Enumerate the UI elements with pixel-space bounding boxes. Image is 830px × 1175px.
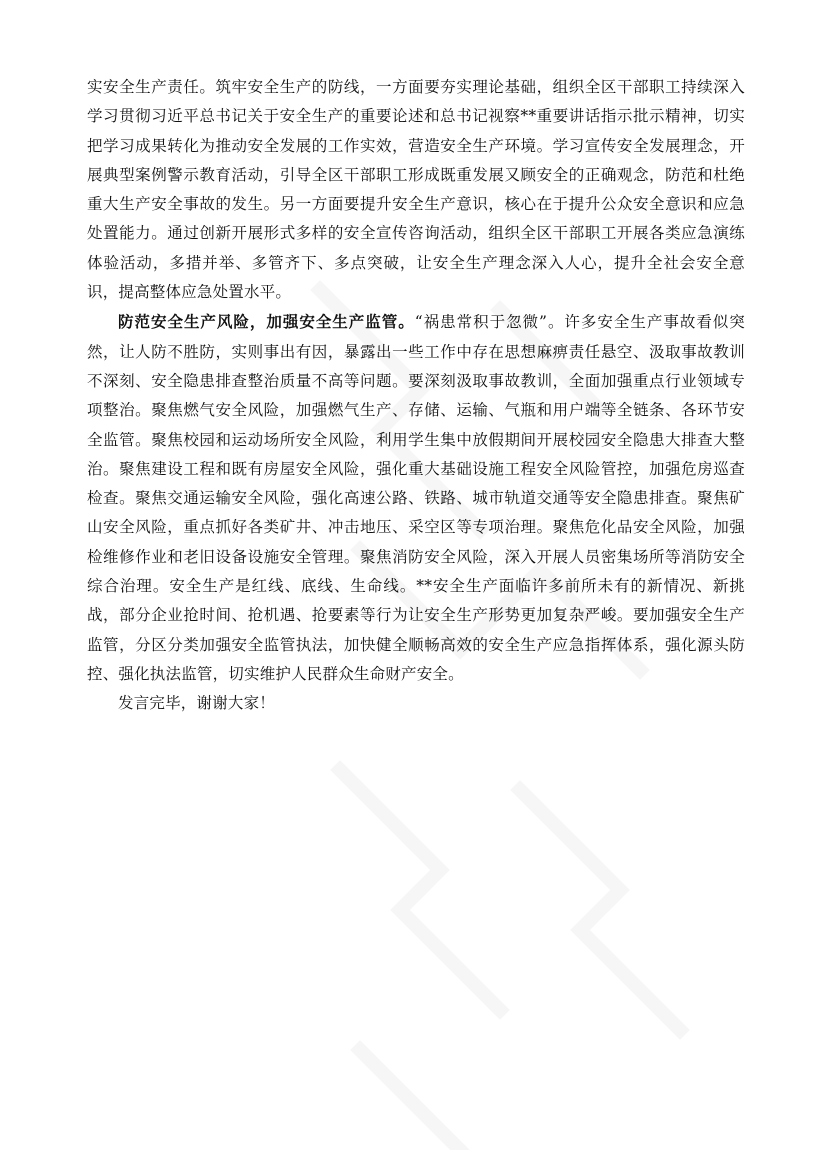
paragraph-closing (87, 689, 745, 718)
paragraph-text: 实安全生产责任。筑牢安全生产的防线，一方面要夯实理论基础，组织全区干部职工持续深入学习贯彻习近平总书记关于安全生产的重要论述和总书记视察**重要讲话指示批示精神，切实把学习成果转化为推动安全发展的工作实效，营造安全生产环境。学习宣传安全发展理念，开展典型案例警示教育活动，引导全区干部职工形成既重发展又顾安全的正确观念，防范和杜绝重大生产安全事故的发生。另一方面要提升安全生产意识，核心在于提升公众安全意识和应急处置能力。通过创新开展形式多样的安全宣传咨询活动，组织全区干部职工开展各类应急演练体验活动，多措并举、多管齐下、多点突破，让安全生产理念深入人心，提升全社会安全意识，提高整体应急处置水平。 (87, 78, 745, 302)
closing-remark: 发言完毕，谢谢大家！ (118, 694, 276, 713)
document-body (87, 73, 745, 719)
paragraph-risk-prevention (87, 307, 745, 689)
paragraph-safety-responsibility (87, 73, 745, 307)
paragraph-text: “祸患常积于忽微”。许多安全生产事故看似突然，让人防不胜防，实则事出有因，暴露出一些工作中存在思想麻痹责任悬空、汲取事故教训不深刻、安全隐患排查整治质量不高等问题。要深刻汲取事故教训，全面加强重点行业领域专项整治。聚焦燃气安全风险，加强燃气生产、存储、运输、气瓶和用户端等全链条、各环节安全监管。聚焦校园和运动场所安全风险，利用学生集中放假期间开展校园安全隐患大排查大整治。聚焦建设工程和既有房屋安全风险，强化重大基础设施工程安全风险管控，加强危房巡查检查。聚焦交通运输安全风险，强化高速公路、铁路、城市轨道交通等安全隐患排查。聚焦矿山安全风险，重点抓好各类矿井、冲击地压、采空区等专项治理。聚焦危化品安全风险，加强检维修作业和老旧设备设施安全管理。聚焦消防安全风险，深入开展人员密集场所等消防安全综合治理。安全生产是红线、底线、生命线。**安全生产面临许多前所未有的新情况、新挑战，部分企业抢时间、抢机遇、抢要素等行为让安全生产形势更加复杂严峻。要加强安全生产监管，分区分类加强安全监管执法，加快健全顺畅高效的安全生产应急指挥体系，强化源头防控、强化执法监管，切实维护人民群众生命财产安全。 (87, 313, 745, 683)
paragraph-heading: 防范安全生产风险，加强安全生产监管。 (118, 312, 415, 332)
